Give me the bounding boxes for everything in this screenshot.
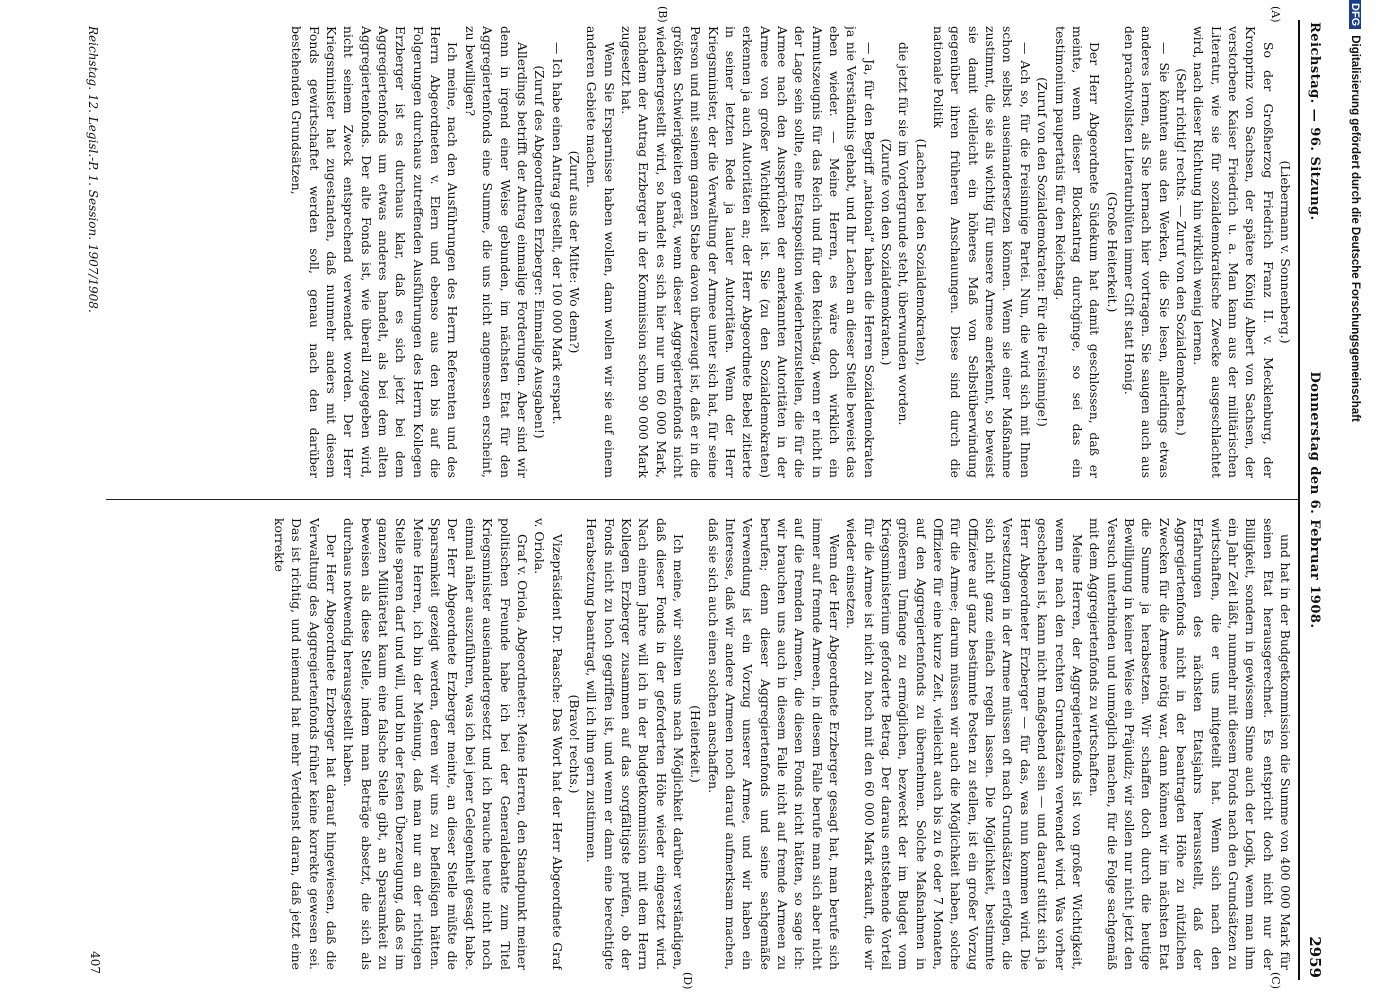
paragraph: und hat in der Budgetkommission die Summe von 400 000 Mark für seinen Etat herausgerechnet. Es entspricht doch nicht nur der Billigkeit, sondern in gewissem Sinne auch der Logik, wenn man ihm ein Jahr Zeit läßt, nunmehr mit diesem Fonds nach den Grundsätzen zu wirtschaften, die er uns mitgeteilt hat. Wenn sich nach den Erfahrungen des nächsten Etatsjahrs herausstellt, daß der Aggregiertenfonds nicht in der beantragten Höhe zu nützlichen Zwecken für die Armee nötig war, dann können wir im nächsten Etat die Summe ja herabsetzen. Wir schaffen doch durch die heutige Bewilligung in keiner Weise ein Präjudiz; wir sollen nur nicht jetzt den Versuch unterbinden und unmöglich machen, für die Folge sachgemäß mit dem Aggregiertenfonds zu wirtschaften. — [1087, 518, 1293, 970]
paragraph: Wenn Sie Ersparnisse haben wollen, dann wollen wir sie auf einem anderen Gebiete machen. — [584, 26, 617, 478]
paragraph: Allerdings betrifft der Antrag einmalige Forderungen. Aber sind wir denn in irgend einer Weise gebunden, im nächsten Etat für den Aggregiertenfonds eine Summe, die uns nicht angemessen erscheint, zu bewilligen? — [462, 26, 530, 478]
left-column — [84, 26, 1294, 478]
margin-marker-a: (A) — [1269, 6, 1282, 23]
right-column — [84, 518, 1294, 970]
paragraph: Graf v. Oriola, Abgeordneter: Meine Herren, den Standpunkt meiner politischen Freunde habe ich bei der Generaldebatte zum Titel Kriegsminister auseinandergesetzt und ich brauche heute nicht noch einmal näher auszuführen, was ich bei jener Gelegenheit gesagt habe. Der Herr Abgeordnete Erzberger meinte, an dieser Stelle müßte die Sparsamkeit gezeigt werden, deren wir uns zu befleißigen hätten. Meine Herren, ich bin der Meinung, daß man nur an der richtigen Stelle sparen darf und will, und bin der festen Überzeugung, daß es im ganzen Militäretat kaum eine falsche Stelle gibt, an Sparsamkeit zu beweisen als diese Stelle, indem man Beträge absetzt, die sich als durchaus notwendig herausgestellt haben. — [341, 518, 530, 970]
column-divider — [106, 499, 1298, 500]
header-rule — [1298, 20, 1300, 980]
paragraph: (Lachen bei den Sozialdemokraten), — [913, 138, 929, 366]
header-left: Reichstag. — 96. Sitzung. — [1307, 22, 1322, 221]
paragraph: — Sie könnten aus den Werken, die Sie lesen, allerdings etwas anderes lernen, als Sie hernach hier vortragen. Sie saugen auch aus den prachtvollsten Literaturblüten immer Gift statt Honig. — [1121, 26, 1172, 478]
paragraph: (Zuruf von den Sozialdemokraten: Für die Freisinnige!) — [1035, 77, 1051, 427]
paragraph: (Große Heiterkeit.) — [1104, 191, 1120, 313]
paragraph: (Zurufe von den Sozialdemokraten.) — [879, 138, 895, 366]
paragraph: (Heiterkeit.) — [688, 705, 704, 783]
header-date: Donnerstag den 6. Februar 1908. — [1307, 371, 1322, 629]
paragraph: (Zuruf des Abgeordneten Erzberger: Einmalige Ausgaben!) — [532, 65, 548, 439]
paragraph: Meine Herren, der Aggregiertenfonds ist von großer Wichtigkeit, wenn er nach den rechten Grundsätzen verwendet wird. Was vorher geschehen ist, kann nicht maßgebend sein — und darauf stützt sich ja Herr Abgeordneter Erzberger — für das, was nun kommen wird. Die Versetzungen in der Armee müssen oft nach Grundsätzen erfolgen, die sich nicht ganz einfach regeln lassen. Die Möglichkeit, bestimmte Offiziere auf ganz bestimmte Posten zu stellen, ist ein großer Vorzug für die Armee; darum müssen wir auch die Möglichkeit haben, solche Offiziere für eine kurze Zeit, vielleicht auch bis zu 6 oder 7 Monaten, auf den Aggregiertenfonds zu übernehmen. Solche Maßnahmen in größerem Umfange zu ermöglichen, bezweckt der im Budget vom Kriegsministerium geforderte Betrag. Der daraus entstehende Vorteil für die Armee ist nicht zu hoch mit den 60 000 Mark erkauft, die wir wieder einsetzen. — [844, 518, 1085, 970]
paragraph: (Zuruf aus der Mitte: Wo denn?) — [566, 150, 582, 354]
rotated-page — [44, 0, 1334, 1000]
paragraph: — Ich habe einen Antrag gestellt, der 100 000 Mark erspart. — [549, 42, 565, 425]
digitization-credit — [1341, 0, 1361, 1000]
paragraph: (Liebermann v. Sonnenberg.) — [1278, 160, 1293, 344]
paragraph: — Ja, für den Begriff „national“ haben die Herren Sozialdemokraten ja nie Verständnis gehabt, und Ihr Lachen an dieser Stelle beweist das eben wieder. — Meine Herren, es wäre doch wirklich ein Armutszeugnis für das Reich und für den Reichstag, wenn er nicht in der Lage sein sollte, eine Etatsposition wiederherzustellen, die für die Armee nach den Aussprüchen der anerkannten Autoritäten in der Armee von großer Wichtigkeit ist. Sie (zu den Sozialdemokraten) erkennen ja auch Autoritäten an; der Herr Abgeordnete Bebel zitierte in seiner letzten Rede ja lauter Autoritäten. Wenn der Herr Kriegsminister, der die Verwaltung der Armee unter sich hat, für seine Person und mit seinem ganzen Stabe davon überzeugt ist, daß er in die größten Schwierigkeiten gerät, wenn dieser Aggregiertenfonds nicht wiederhergestellt wird, so handelt es sich hier nur um 60 000 Mark, nachdem der Antrag Erzberger in der Kommission schon 90 000 Mark zugesetzt hat. — [618, 26, 877, 478]
running-header — [1308, 0, 1334, 1000]
paragraph: Der Herr Abgeordnete Südekum hat damit geschlossen, daß er meinte, wenn dieser Blockantrag durchginge, so sei das ein testimonium paupertatis für den Reichstag. — [1052, 26, 1103, 478]
margin-marker-b: (B) — [656, 6, 669, 23]
margin-marker-d: (D) — [681, 972, 694, 990]
credit-text: Digitalisierung gefördert durch die Deutsche Forschungsgemeinschaft — [1349, 35, 1361, 422]
dfg-logo: DFG — [1349, 0, 1361, 29]
paragraph: Ich meine, nach den Ausführungen des Herrn Referenten und des Herrn Abgeordneten v. Elern und ebenso aus den bis auf die Folgerungen durchaus zutreffenden Ausführungen des Herrn Kollegen Erzberger ist es durchaus klar, daß es sich jetzt bei dem Aggregiertenfonds um etwas anderes handelt, als bei dem alten Aggregiertenfonds. Der alte Fonds ist, wie überall zugegeben wird, nicht seinem Zweck entsprechend verwendet worden. Der Herr Kriegsminister hat zugestanden, daß nunmehr anders mit diesem Fonds gewirtschaftet werden soll, genau nach den darüber bestehenden Grundsätzen, — [289, 26, 461, 478]
paragraph: So der Großherzog Friedrich Franz II. v. Mecklenburg, der Kronprinz von Sachsen, der spätere König Albert von Sachsen, der verstorbene Kaiser Friedrich u. a. Man kann aus der militärischen Literatur, wie sie für sozialdemokratische Zwecke ausgeschlachtet wird, nach dieser Richtung hin wirklich wenig lernen. — [1191, 26, 1276, 478]
paragraph: (Sehr richtig! rechts. — Zuruf von den Sozialdemokraten.) — [1173, 68, 1189, 436]
paragraph: die jetzt für sie im Vordergrunde steht, überwunden worden. — [896, 42, 912, 426]
footer-sheet-number: 407 — [88, 951, 102, 974]
margin-marker-c: (C) — [1269, 972, 1282, 989]
footer-session: Reichstag. 12. Legisl.-P. 1. Session. 1907/1908. — [86, 26, 100, 313]
paragraph: (Bravo! rechts.) — [566, 694, 582, 794]
paragraph: Wenn der Herr Abgeordnete Erzberger gesagt hat, man berufe sich immer auf fremde Armeen, in diesem Falle berufe man sich aber nicht auf die fremden Armeen, die diesen Fonds nicht hätten, so sage ich: wir brauchen uns auch in diesem Falle nicht auf fremde Armeen zu berufen; denn dieser Aggregiertenfonds und seine sachgemäße Verwendung ist ein Vorzug unserer Armee, und wir haben ein Interesse, daß wir andere Armeen noch darauf aufmerksam machen, daß sie sich auch einen solchen anschaffen. — [705, 518, 843, 970]
paragraph: — Ach so, für die Freisinnige Partei. Nun, die wird sich mit Ihnen schon selbst auseinandersetzen können. Wenn sie einer Maßnahme zustimmt, die sie als wichtig für unsere Armee anerkennt, so beweist sie damit vielleicht ein höheres Maß von Selbstüberwindung gegenüber ihren früheren Anschauungen. Diese sind durch die nationale Politik — [931, 26, 1033, 478]
paragraph: Ich meine, wir sollten uns nach Möglichkeit darüber verständigen, daß dieser Fonds in der geforderten Höhe wieder eingesetzt wird. Nach einem Jahre will ich in der Budgetkommission mit dem Herrn Kollegen Erzberger zusammen auf das sorgfältigste prüfen, ob der Fonds nicht zu hoch gegriffen ist, und wenn er dann eine berechtigte Herabsetzung beantragt, will ich ihm gern zustimmen. — [584, 518, 686, 970]
paragraph: Der Herr Abgeordnete Erzberger hat darauf hingewiesen, daß die Verwaltung des Aggregiertenfonds früher keine korrekte gewesen sei. Das ist richtig, und niemand hat mehr Verdienst daran, daß jetzt eine korrekte — [272, 518, 340, 970]
paragraph: Vizepräsident Dr. Paasche: Das Wort hat der Herr Abgeordnete Graf v. Oriola. — [532, 518, 565, 970]
page-number: 2959 — [1306, 936, 1324, 978]
